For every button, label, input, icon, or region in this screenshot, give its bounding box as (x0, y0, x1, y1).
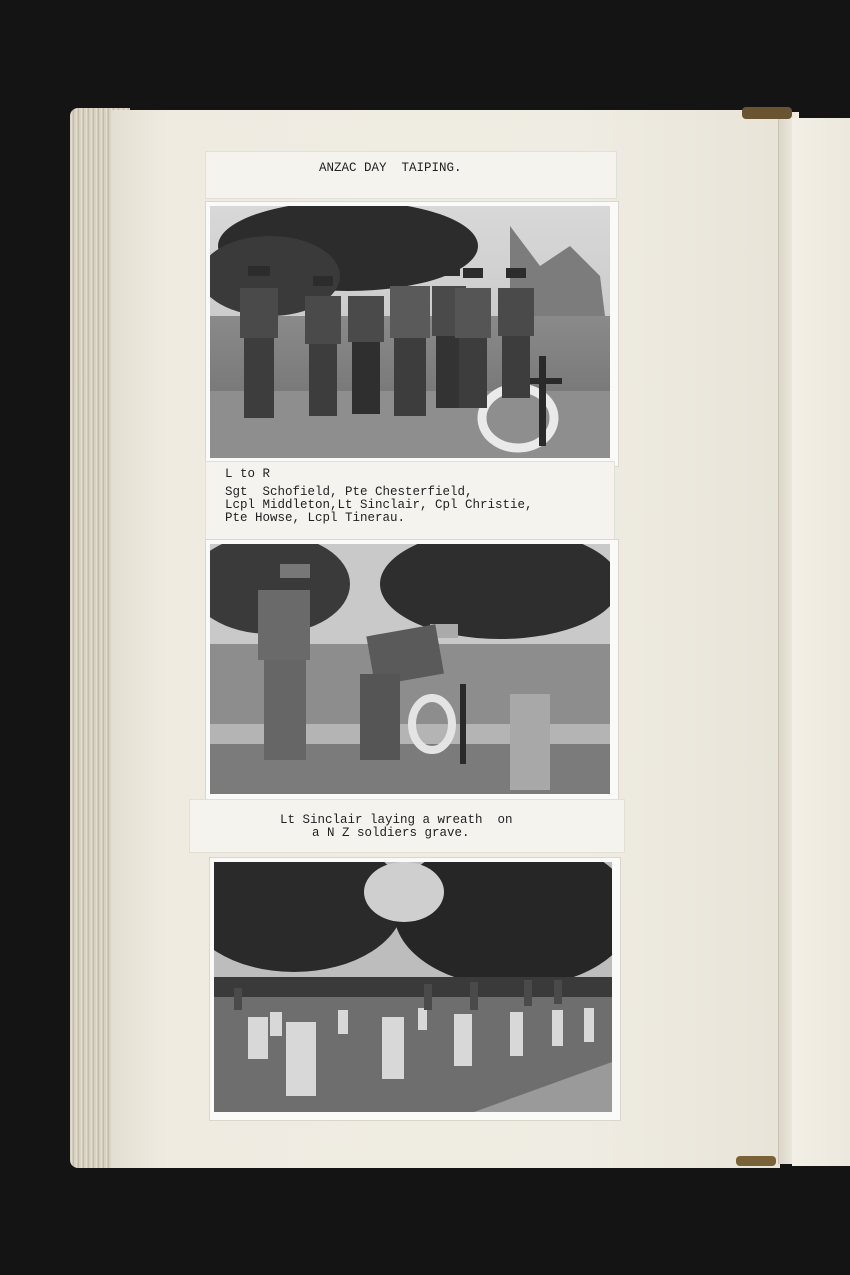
caption-label-2 (190, 800, 624, 852)
binding-top (742, 107, 792, 119)
caption-line: Lt Sinclair laying a wreath on (280, 813, 513, 827)
binding-bottom (736, 1156, 776, 1166)
cemetery-photo-image (214, 862, 612, 1112)
page-title: ANZAC DAY TAIPING. (319, 161, 462, 175)
title-label (206, 152, 616, 198)
caption-line: Sgt Schofield, Pte Chesterfield, (225, 485, 473, 499)
caption-line: a N Z soldiers grave. (312, 826, 470, 840)
caption-label-1 (206, 462, 614, 540)
photo-wreath-laying (206, 540, 618, 802)
group-photo-image (210, 206, 610, 458)
wreath-photo-image (210, 544, 610, 794)
caption-line: L to R (225, 467, 271, 481)
caption-line: Lcpl Middleton,Lt Sinclair, Cpl Christie, (225, 498, 533, 512)
photo-cemetery (210, 858, 620, 1120)
facing-page (792, 118, 850, 1166)
photo-group-soldiers (206, 202, 618, 466)
caption-line: Pte Howse, Lcpl Tinerau. (225, 511, 406, 525)
